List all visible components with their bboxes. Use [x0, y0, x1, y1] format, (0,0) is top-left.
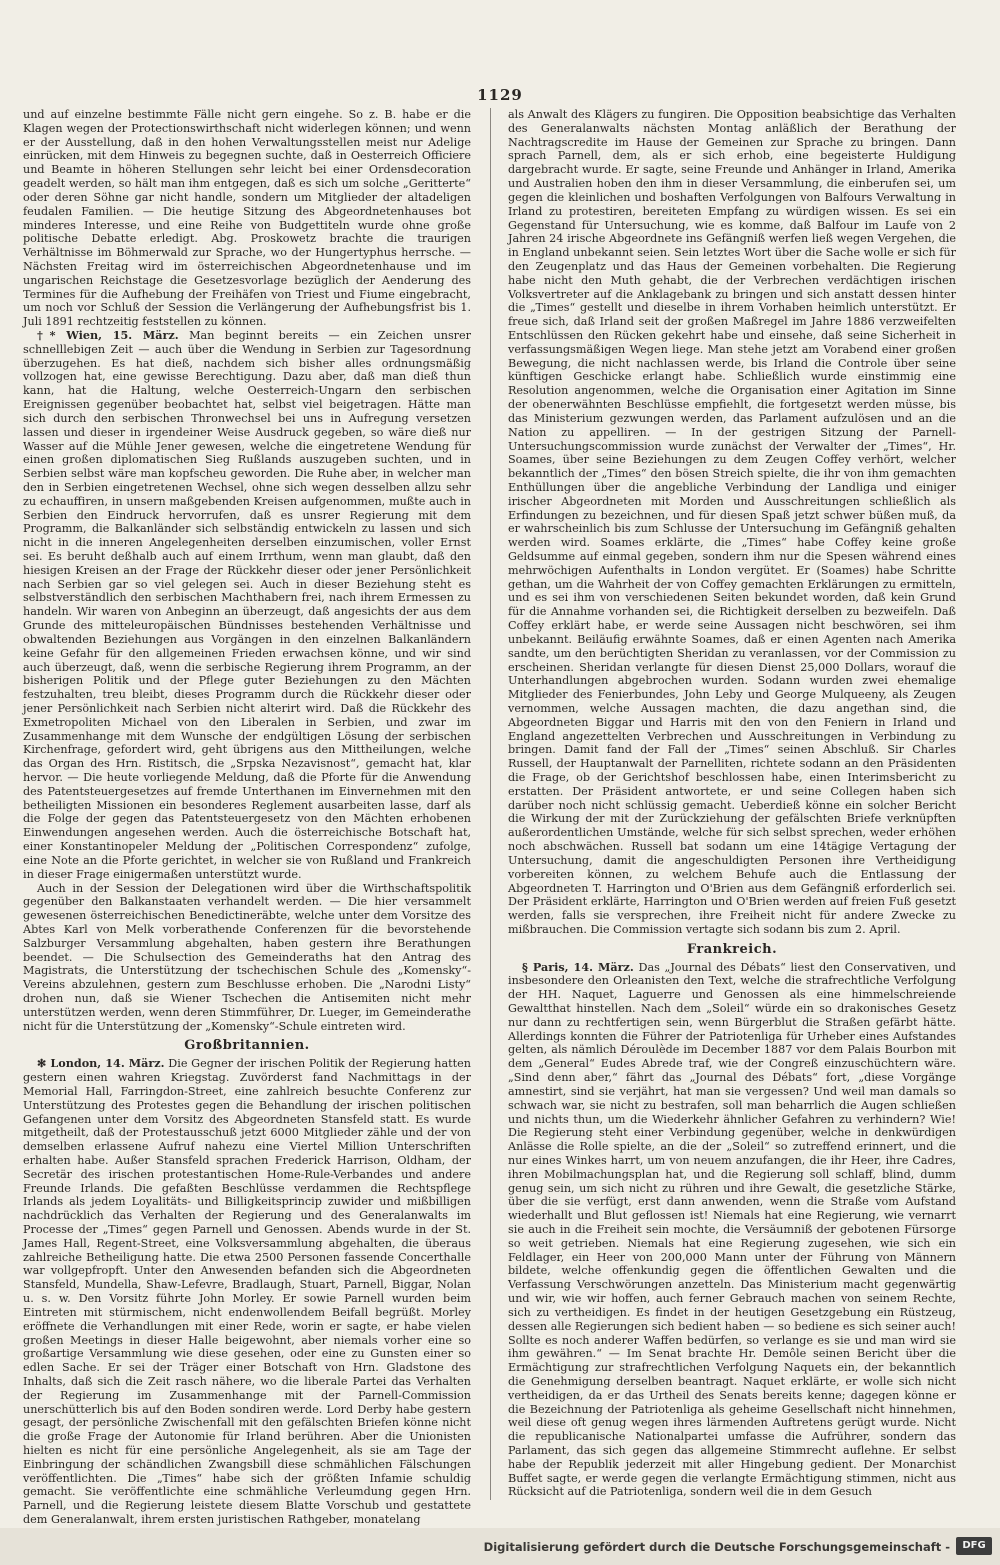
dateline: § Paris, 14. März. — [522, 959, 634, 974]
digitization-footer — [0, 1528, 1000, 1565]
paragraph: als Anwalt des Klägers zu fungiren. Die Opposition beabsichtige das Verhalten des Generalanwalts nächsten Montag anläßlich der Berathung der Nachtragscredite im Hause der Gemeinen zur Sprache zu bringen. Dann sprach Parnell, dem, als er sich erhob, eine begeisterte Huldigung dargebracht wurde. Er sagte, seine Freunde und Anhänger in Irland, Amerika und Australien hoben den ihm in dieser Versammlung, die einberufen sei, um gegen die kleinlichen und boshaften Verfolgungen von Balfours Verwaltung in Irland zu protestiren, bereiteten Empfang zu würdigen wissen. Es sei ein Gegenstand für Untersuchung, wie es komme, daß Balfour im Laufe von 2 Jahren 24 irische Abgeordnete ins Gefängniß werfen ließ wegen Vergehen, die in England unbekannt seien. Sein letztes Wort über die Sache wolle er sich für den Zeugenplatz und das Haus der Gemeinen vorbehalten. Die Regierung habe nicht den Muth gehabt, die der Verbrechen verdächtigen irischen Volksvertreter auf die Anklagebank zu bringen und sich anstatt dessen hinter die „Times“ gestellt und dieselbe in ihrem Vorhaben heimlich unterstützt. Er freue sich, daß Irland seit der großen Maßregel im Jahre 1886 verzweifelten Entschlüssen den Rücken gekehrt habe und einsehe, daß seine Sicherheit in verfassungsmäßigen Wegen liege. Man stehe jetzt am Vorabend einer großen Bewegung, die nicht nachlassen werde, bis Irland die Controle über seine künftigen Geschicke erlangt habe. Schließlich wurde einstimmig eine Resolution angenommen, welche die Organisation einer Agitation im Sinne der obenerwähnten Beschlüsse empfiehlt, die fortgesetzt werden müsse, bis das Ministerium gezwungen werden, das Parlament aufzulösen und an die Nation zu appelliren. — In der gestrigen Sitzung der Parnell-Untersuchungscommission wurde zunächst der Verwalter der „Times“, Hr. Soames, über seine Beziehungen zu dem Zeugen Coffey verhört, welcher bekanntlich der „Times“ den bösen Streich spielte, die ihr von ihm gemachten Enthüllungen über die angebliche Verbindung der Landliga und einiger irischer Abgeordneten mit Morden und Ausschreitungen schließlich als Erfindungen zu bezeichnen, und für diesen Spaß jetzt schwer büßen muß, da er wahrscheinlich bis zum Schlusse der Untersuchung im Gefängniß gehalten werden wird. Soames erklärte, die „Times“ habe Coffey keine große Geldsumme auf einmal gegeben, sondern ihm nur die Spesen während eines mehrwöchigen Aufenthalts in London vergütet. Er (Soames) habe Schritte gethan, um die Wahrheit der von Coffey gemachten Erklärungen zu ermitteln, und es sei ihm von verschiedenen Seiten bekundet worden, daß kein Grund für die Annahme vorhanden sei, die Richtigkeit derselben zu bezweifeln. Daß Coffey erklärt habe, er werde seine Aussagen nicht beschwören, sei ihm unbekannt. Beiläufig erwähnte Soames, daß er einen Agenten nach Amerika sandte, um den berüchtigten Sheridan zu veranlassen, vor der Commission zu erscheinen. Sheridan verlangte für diesen Dienst 25,000 Dollars, worauf die Unterhandlungen abgebrochen wurden. Sodann wurden zwei ehemalige Mitglieder des Fenierbundes, John Leby und George Mulqueeny, als Zeugen vernommen, welche Aussagen machten, die dazu angethan sind, die Abgeordneten Biggar und Harris mit den von den Feniern in Irland und England angezettelten Verbrechen und Ausschreitungen in Verbindung zu bringen. Damit fand der Fall der „Times“ seinen Abschluß. Sir Charles Russell, der Hauptanwalt der Parnelliten, richtete sodann an den Präsidenten die Frage, ob der Gerichtshof beschlossen habe, einen Interimsbericht zu erstatten. Der Präsident antwortete, er und seine Collegen haben sich darüber noch nicht schlüssig gemacht. Ueberdieß könne ein solcher Bericht die Wirkung der mit der Zurückziehung der gefälschten Briefe verknüpften außerordentlichen Umstände, welche für sich selbst sprechen, weder erhöhen noch abschwächen. Russell bat sodann um eine 14tägige Vertagung der Untersuchung, damit die angeschuldigten Personen ihre Vertheidigung vorbereiten können, zu welchem Behufe auch die Entlassung der Abgeordneten T. Harrington und O'Brien aus dem Gefängniß erforderlich sei. Der Präsident erklärte, Harrington und O'Brien werden auf freien Fuß gesetzt werden, falls sie versprechen, ihre Freiheit nicht für andere Zwecke zu mißbrauchen. Die Commission vertagte sich sodann bis zum 2. April. — [508, 108, 956, 936]
paragraph: Auch in der Session der Delegationen wird über die Wirthschaftspolitik gegenüber den Balkanstaaten verhandelt werden. — Die hier versammelt gewesenen österreichischen Benedictineräbte, welche unter dem Vorsitze des Abtes Karl von Melk vorberathende Conferenzen für die bevorstehende Salzburger Versammlung abgehalten, haben gestern ihre Berathungen beendet. — Die Schulsection des Gemeinderaths hat den Antrag des Magistrats, die Unterstützung der tschechischen Schule des „Komensky“-Vereins abzulehnen, gestern zum Beschlusse erhoben. Die „Narodni Listy“ drohen nun, daß sie Wiener Tschechen die Antisemiten nicht mehr unterstützen werden, wenn deren Stimmführer, Dr. Lueger, im Gemeinderathe nicht für die Unterstützung der „Komensky“-Schule eintreten wird. — [23, 881, 471, 1033]
paragraph-text: Das „Journal des Débats“ liest den Conservativen, und insbesondere den Orleanisten den Text, welche die strafrechtliche Verfolgung der HH. Naquet, Laguerre und Genossen als eine himmelschreiende Gewaltthat hinstellen. Nach dem „Soleil“ würde ein so drakonisches Gesetz nur dann zu rechtfertigen sein, wenn Bürgerblut die Straßen gefärbt hätte. Allerdings konnten die Führer der Patriotenliga für Urheber eines Aufstandes gelten, als nämlich Déroulède im December 1887 vor dem Palais Bourbon mit dem „General“ Eudes Abrede traf, wie der Congreß einzuschüchtern wäre. „Sind denn aber,“ fährt das „Journal des Débats“ fort, „diese Vorgänge amnestirt, sind sie verjährt, hat man sie vergessen? Und weil man damals so schwach war, sie nicht zu bestrafen, soll man beharrlich die Augen schließen und nichts thun, um die Wiederkehr ähnlicher Gefahren zu verhindern? Wie! Die Regierung steht einer Verbindung gegenüber, welche in denkwürdigen Anlässe die Rolle spielte, an die der „Soleil“ so zutreffend erinnert, und die nur eines Winkes harrt, um von neuem anzufangen, die ihr Heer, ihre Cadres, ihren Mobilmachungsplan hat, und die Regierung soll schlaff, blind, dumm genug sein, um sich nicht zu rühren und ihre Gewalt, die gesetzliche Stärke, über die sie verfügt, erst dann anwenden, wenn die Straße vom Aufstand wiederhallt und Blut geflossen ist! Niemals hat eine Regierung, wie vernarrt sie auch in die Freiheit sein mochte, die Versäumniß der gebotenen Fürsorge so weit getrieben. Niemals hat eine Regierung zugesehen, wie sich ein Feldlager, ein Heer von 200,000 Mann unter der Führung von Männern bildete, welche offenkundig gegen die öffentlichen Gewalten und die Verfassung Verschwörungen anzetteln. Das Ministerium macht gegenwärtig und wir, wie wir hoffen, auch ferner Gebrauch machen von seinem Rechte, sich zu vertheidigen. Es findet in der heutigen Gesetzgebung ein Rüstzeug, dessen alle Regierungen sich bedient haben — so bediene es sich seiner auch! Sollte es noch anderer Waffen bedürfen, so verlange es sie und man wird sie ihm gewähren.“ — Im Senat brachte Hr. Demôle seinen Bericht über die Ermächtigung zur strafrechtlichen Verfolgung Naquets ein, der bekanntlich die Genehmigung derselben beantragt. Naquet erklärte, er wolle sich nicht vertheidigen, da er das Urtheil des Senats bereits kenne; dagegen könne er die Bezeichnung der Patriotenliga als geheime Gesellschaft nicht hinnehmen, weil diese oft genug wegen ihres lärmenden Auftretens gerügt wurde. Nicht die republicanische Nationalpartei umfasse die Aufrührer, sondern das Parlament, das sich gegen das allgemeine Stimmrecht auflehne. Er selbst habe der Republik jederzeit mit aller Hingebung gedient. Der Monarchist Buffet sagte, er werde gegen die verlangte Ermächtigung stimmen, nicht aus Rücksicht auf die Patriotenliga, sondern weil die in dem Gesuch — [508, 960, 956, 1499]
left-column — [23, 108, 472, 1527]
footer-credit: Digitalisierung gefördert durch die Deutsche Forschungsgemeinschaft - — [483, 1540, 950, 1554]
paragraph-text: Man beginnt bereits — ein Zeichen unsrer schnelllebigen Zeit — auch über die Wendung in Serbien zur Tagesordnung überzugehen. Es hat dieß, nachdem sich bisher alles ordnungsmäßig vollzogen hat, eine gewisse Berechtigung. Dazu aber, daß man dieß thun kann, hat die Haltung, welche Oesterreich-Ungarn den serbischen Ereignissen gegenüber beobachtet hat, selbst viel beigetragen. Hätte man sich durch den serbischen Thronwechsel bei uns in Aufregung versetzen lassen und dieser in irgendeiner Weise Ausdruck gegeben, so wäre dieß nur Wasser auf die Mühle Jener gewesen, welche die eingetretene Wendung für einen großen diplomatischen Sieg Rußlands auszugeben suchten, und in Serbien selbst wäre man kopfscheu geworden. Die Ruhe aber, in welcher man den in Serbien eingetretenen Wechsel, ohne sich wegen desselben allzu sehr zu echauffiren, in unsern maßgebenden Kreisen aufgenommen, mußte auch in Serbien den Eindruck hervorrufen, daß es unsrer Regierung mit dem Programm, die Balkanländer sich selbständig entwickeln zu lassen und sich nicht in die inneren Angelegenheiten derselben einzumischen, voller Ernst sei. Es beruht deßhalb auch auf einem Irrthum, wenn man glaubt, daß den hiesigen Kreisen an der Frage der Rückkehr dieser oder jener Persönlichkeit nach Serbien gar so viel gelegen sei. Auch in dieser Beziehung steht es selbstverständlich den serbischen Machthabern frei, nach ihrem Ermessen zu handeln. Wir waren von Anbeginn an überzeugt, daß angesichts der aus dem Grunde des mitteleuropäischen Bündnisses bestehenden Verhältnisse und obwaltenden Beziehungen aus Vorgängen in den einzelnen Balkanländern keine Gefahr für den allgemeinen Frieden erwachsen könne, und wir sind auch überzeugt, daß, wenn die serbische Regierung ihrem Programm, an der bisherigen Politik und der Pflege guter Beziehungen zu den Mächten festzuhalten, treu bleibt, dieses Programm durch die Rückkehr dieser oder jener Persönlichkeit nach Serbien nicht alterirt wird. Daß die Rückkehr des Exmetropoliten Michael von den Liberalen in Serbien, und zwar im Zusammenhange mit dem Wunsche der endgültigen Lösung der serbischen Kirchenfrage, gefordert wird, geht übrigens aus den Mittheilungen, welche das Organ des Hrn. Ristitsch, die „Srpska Nezavisnost“, gemacht hat, klar hervor. — Die heute vorliegende Meldung, daß die Pforte für die Anwendung des Patentsteuergesetzes auf fremde Unterthanen im Einvernehmen mit den betheiligten Missionen ein besonderes Reglement ausarbeiten lasse, darf als die Folge der gegen das Patentsteuergesetz von den Mächten erhobenen Einwendungen angesehen werden. Auch die österreichische Botschaft hat, einer Konstantinopeler Meldung der „Politischen Correspondenz“ zufolge, eine Note an die Pforte gerichtet, in welcher sie von Rußland und Frankreich in dieser Frage einigermaßen unterstützt wurde. — [23, 329, 472, 881]
section-heading: Frankreich. — [686, 941, 778, 957]
column-divider — [490, 108, 491, 1500]
dateline: ✻ London, 14. März. — [37, 1056, 165, 1071]
paragraph: und auf einzelne bestimmte Fälle nicht gern eingehe. So z. B. habe er die Klagen wegen der Protectionswirthschaft nicht widerlegen können; und wenn er der Ausstellung, daß in den hohen Verwaltungsstellen meist nur Adelige einrücken, mit dem Hinweis zu begegnen suchte, daß in Oesterreich Officiere und Beamte in höheren Stellungen sehr leicht bei einer Ordensdecoration geadelt werden, so hält man ihm entgegen, daß es sich um solche „Geritterte“ oder deren Söhne gar nicht handle, sondern um Mitglieder der altadeligen feudalen Familien. — Die heutige Sitzung des Abgeordnetenhauses bot minderes Interesse, und eine Reihe von Budgettiteln wurde ohne große politische Debatte erledigt. Abg. Proskowetz brachte die traurigen Verhältnisse im Böhmerwald zur Sprache, wo der Hungertyphus herrsche. — Nächsten Freitag wird im österreichischen Abgeordnetenhause und im ungarischen Reichstage die Gesetzesvorlage bezüglich der Aenderung des Termines für die Aufhebung der Freihäfen von Triest und Fiume eingebracht, um noch vor Schluß der Session die Verlängerung der Aufhebungsfrist bis 1. Juli 1891 rechtzeitig feststellen zu können. — [23, 108, 471, 329]
dateline: †* Wien, 15. März. — [37, 328, 179, 342]
right-column — [508, 108, 956, 1500]
paragraph-text: Die Gegner der irischen Politik der Regierung hatten gestern einen wahren Kriegstag. Zuvörderst fand Nachmittags in der Memorial Hall, Farringdon-Street, eine zahlreich besuchte Conferenz zur Unterstützung des Protestes gegen die Behandlung der irischen politischen Gefangenen unter dem Vorsitz des Abgeordneten Stansfeld statt. Es wurde mitgetheilt, daß der Protestausschuß jetzt 6000 Mitglieder zähle und der von demselben erlassene Aufruf nahezu eine Viertel Million Unterschriften erhalten habe. Außer Stansfeld sprachen Frederick Harrison, Oldham, der Secretär des irischen protestantischen Home-Rule-Verbandes und andere Freunde Irlands. Die gefaßten Beschlüsse verdammen die Rechtspflege Irlands als jedem Loyalitäts- und Billigkeitsprincip zuwider und mißbilligen nachdrücklich das Verhalten der Regierung und des Generalanwalts im Processe der „Times“ gegen Parnell und Genossen. Abends wurde in der St. James Hall, Regent-Street, eine Volksversammlung abgehalten, die überaus zahlreiche Betheiligung hatte. Die etwa 2500 Personen fassende Concerthalle war vollgepfropft. Unter den Anwesenden befanden sich die Abgeordneten Stansfeld, Mundella, Shaw-Lefevre, Bradlaugh, Stuart, Parnell, Biggar, Nolan u. s. w. Den Vorsitz führte John Morley. Er sowie Parnell wurden beim Eintreten mit stürmischem, nicht endenwollendem Beifall begrüßt. Morley eröffnete die Verhandlungen mit einer Rede, worin er sagte, er habe vielen großen Meetings in dieser Halle beigewohnt, aber niemals vorher eine so großartige Versammlung wie diese gesehen, oder eine zu Gunsten einer so edlen Sache. Er sei der Träger einer Botschaft von Hrn. Gladstone des Inhalts, daß sich die Zeit rasch nähere, wo die liberale Partei das Verhalten der Regierung im Zusammenhange mit der Parnell-Commission unerschütterlich bis auf den Boden sondiren werde. Lord Derby habe gestern gesagt, der persönliche Zwischenfall mit den gefälschten Briefen könne nicht die große Frage der Autonomie für Irland berühren. Aber die Unionisten hielten es nicht für eine persönliche Angelegenheit, als sie am Tage der Einbringung der schändlichen Zwangsbill diese schmählichen Fälschungen veröffentlichten. Die „Times“ habe sich der größten Infamie schuldig gemacht. Sie veröffentlichte eine schmähliche Verleumdung gegen Hrn. Parnell, und die Regierung leistete diesem Blatte Vorschub und gestattete dem Generalanwalt, ihrem ersten juristischen Rathgeber, monatelang — [23, 1057, 471, 1527]
paragraph — [23, 1057, 471, 1527]
section-heading: Großbritannien. — [184, 1038, 310, 1054]
page-number: 1129 — [477, 86, 523, 104]
paragraph — [23, 329, 471, 882]
dfg-logo: DFG — [956, 1537, 992, 1555]
paragraph — [508, 961, 956, 1500]
